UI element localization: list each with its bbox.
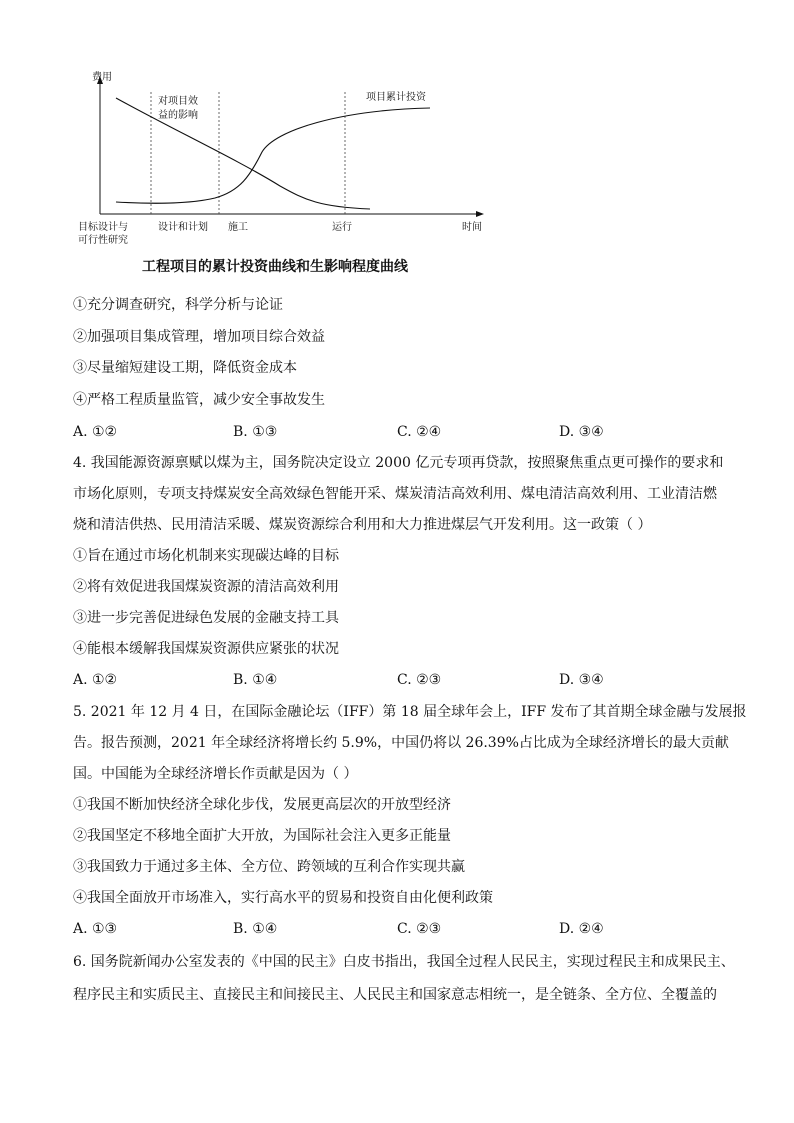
q4-stem-line-1: 4. 我国能源资源禀赋以煤为主，国务院决定设立 2000 亿元专项再贷款，按照聚焦重点更可操作的要求和 <box>73 455 724 471</box>
q5-option-4: ④我国全面放开市场准入，实行高水平的贸易和投资自由化便利政策 <box>73 890 493 906</box>
q5-stem-line-1: 5. 2021 年 12 月 4 日，在国际金融论坛（IFF）第 18 届全球年会上，IFF 发布了其首期全球金融与发展报 <box>73 704 747 720</box>
q5-stem-line-2: 告。报告预测，2021 年全球经济将增长约 5.9%，中国仍将以 26.39%占比成为全球经济增长的最大贡献 <box>73 735 729 751</box>
q3-choice-a[interactable]: A. ①② <box>73 424 118 440</box>
influence-curve <box>116 98 370 209</box>
q6-stem-line-2: 程序民主和实质民主、直接民主和间接民主、人民民主和国家意志相统一，是全链条、全方位、全覆盖的 <box>73 987 717 1003</box>
q5-choice-c[interactable]: C. ②③ <box>397 921 442 937</box>
q3-option-3: ③尽量缩短建设工期，降低资金成本 <box>73 360 297 376</box>
curve-diagram <box>70 66 500 246</box>
investment-curve <box>116 108 430 203</box>
q5-choices <box>73 920 733 938</box>
q4-choices <box>73 671 733 689</box>
q5-stem-line-3: 国。中国能为全球经济增长作贡献是因为（ ） <box>73 766 358 782</box>
x-axis-label: 时间 <box>462 222 482 233</box>
q4-choice-b[interactable]: B. ①④ <box>233 672 278 688</box>
q5-option-2: ②我国坚定不移地全面扩大开放，为国际社会注入更多正能量 <box>73 828 451 844</box>
q3-choice-c[interactable]: C. ②④ <box>397 424 442 440</box>
q4-stem-line-2: 市场化原则，专项支持煤炭安全高效绿色智能开采、煤炭清洁高效利用、煤电清洁高效利用、工业清洁燃 <box>73 486 717 502</box>
q3-option-1: ①充分调查研究，科学分析与论证 <box>73 297 283 313</box>
q4-choice-d[interactable]: D. ③④ <box>559 672 604 688</box>
q6-stem-line-1: 6. 国务院新闻办公室发表的《中国的民主》白皮书指出，我国全过程人民民主，实现过程民主和成果民主、 <box>73 954 735 970</box>
q3-choice-d[interactable]: D. ③④ <box>559 424 604 440</box>
q3-choices <box>73 423 733 441</box>
q4-option-3: ③进一步完善促进绿色发展的金融支持工具 <box>73 610 339 626</box>
figure-caption: 工程项目的累计投资曲线和生影响程度曲线 <box>142 259 408 275</box>
phase-3-label: 施工 <box>228 222 248 233</box>
investment-curve-figure <box>70 66 500 246</box>
q3-option-2: ②加强项目集成管理，增加项目综合效益 <box>73 329 325 345</box>
q4-choice-a[interactable]: A. ①② <box>73 672 118 688</box>
q3-choice-b[interactable]: B. ①③ <box>233 424 278 440</box>
influence-label-line2: 益的影响 <box>158 110 198 121</box>
q5-option-3: ③我国致力于通过多主体、全方位、跨领域的互利合作实现共赢 <box>73 859 465 875</box>
q5-choice-a[interactable]: A. ①③ <box>73 921 118 937</box>
q4-choice-c[interactable]: C. ②③ <box>397 672 442 688</box>
investment-label: 项目累计投资 <box>366 92 426 103</box>
influence-label-line1: 对项目效 <box>158 96 198 107</box>
q5-choice-b[interactable]: B. ①④ <box>233 921 278 937</box>
y-axis-label: 费用 <box>92 72 112 83</box>
q4-stem-line-3: 烧和清洁供热、民用清洁采暖、煤炭资源综合利用和大力推进煤层气开发利用。这一政策（ ） <box>73 517 652 533</box>
q4-option-1: ①旨在通过市场化机制来实现碳达峰的目标 <box>73 548 339 564</box>
q4-option-4: ④能根本缓解我国煤炭资源供应紧张的状况 <box>73 641 339 657</box>
q4-option-2: ②将有效促进我国煤炭资源的清洁高效利用 <box>73 579 339 595</box>
q5-choice-d[interactable]: D. ②④ <box>559 921 604 937</box>
phase-1-line1: 目标设计与 <box>78 222 128 233</box>
phase-1-line2: 可行性研究 <box>78 235 128 246</box>
q5-option-1: ①我国不断加快经济全球化步伐，发展更高层次的开放型经济 <box>73 797 451 813</box>
x-axis-arrow <box>476 211 484 217</box>
phase-2-label: 设计和计划 <box>158 222 208 233</box>
phase-4-label: 运行 <box>332 222 352 233</box>
q3-option-4: ④严格工程质量监管，减少安全事故发生 <box>73 392 325 408</box>
